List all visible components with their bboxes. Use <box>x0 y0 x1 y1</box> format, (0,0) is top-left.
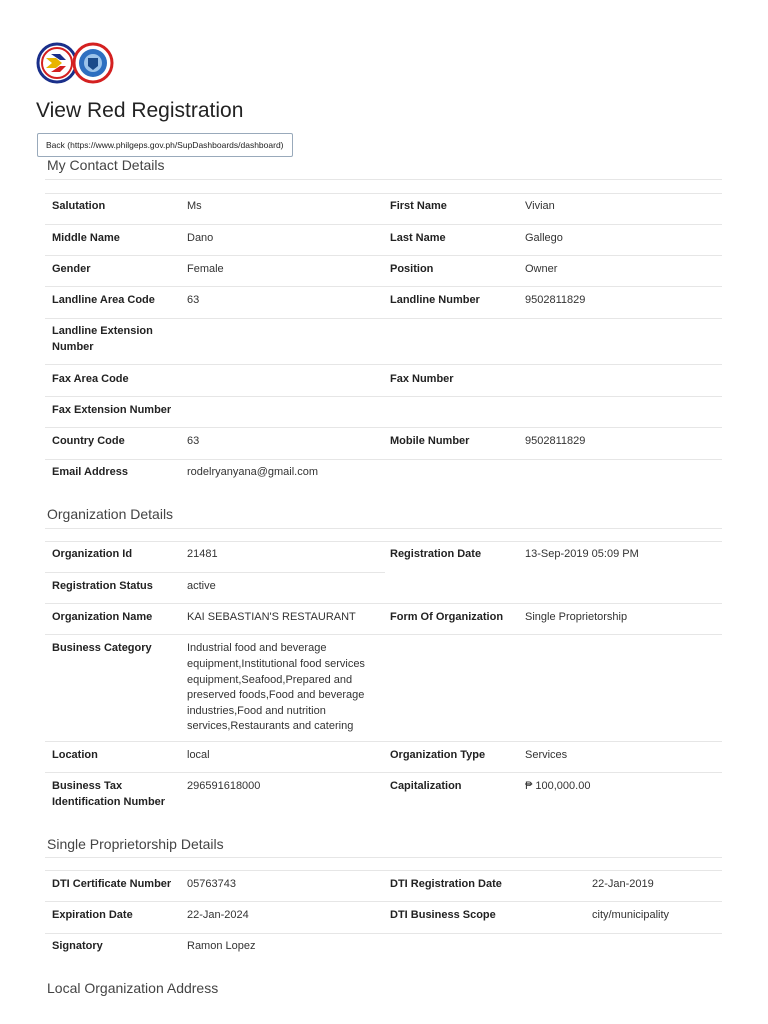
dti-certificate-value: 05763743 <box>187 878 236 890</box>
expiration-date-label: Expiration Date <box>52 909 133 921</box>
organization-section-title: Organization Details <box>47 506 174 522</box>
divider <box>45 427 722 428</box>
mobile-number-value: 9502811829 <box>525 435 586 447</box>
landline-extension-label-line2: Number <box>52 341 94 353</box>
sole-proprietorship-section-title: Single Proprietorship Details <box>47 836 224 852</box>
email-label: Email Address <box>52 466 129 478</box>
back-button[interactable]: Back (https://www.philgeps.gov.ph/SupDashboards/dashboard) <box>37 133 293 157</box>
email-value: rodelryanyana@gmail.com <box>187 466 319 478</box>
landline-extension-label: Landline Extension <box>52 325 153 337</box>
first-name-value: Vivian <box>525 200 555 212</box>
tin-label: Business Tax <box>52 780 123 792</box>
landline-area-code-label: Landline Area Code <box>52 294 155 306</box>
divider <box>45 572 385 573</box>
tin-label-line2: Identification Number <box>52 796 166 808</box>
dti-registration-date-value: 22-Jan-2019 <box>592 878 654 890</box>
business-category-label: Business Category <box>52 642 152 654</box>
agency-logos <box>36 38 116 88</box>
contact-section-title: My Contact Details <box>47 157 165 173</box>
divider <box>45 459 722 460</box>
country-code-value: 63 <box>187 435 200 447</box>
divider <box>45 318 722 319</box>
organization-id-value: 21481 <box>187 548 218 560</box>
registration-date-label: Registration Date <box>390 548 482 560</box>
first-name-label: First Name <box>390 200 447 212</box>
divider <box>45 528 722 529</box>
divider <box>45 772 722 773</box>
salutation-label: Salutation <box>52 200 106 212</box>
country-code-label: Country Code <box>52 435 125 447</box>
form-of-organization-label: Form Of Organization <box>390 611 504 623</box>
mobile-number-label: Mobile Number <box>390 435 470 447</box>
business-category-line: services,Restaurants and catering <box>187 720 354 732</box>
organization-name-label: Organization Name <box>52 611 153 623</box>
organization-type-value: Services <box>525 749 568 761</box>
divider <box>45 541 722 542</box>
divider <box>45 603 722 604</box>
philgeps-logo <box>38 44 76 82</box>
middle-name-label: Middle Name <box>52 232 120 244</box>
dti-business-scope-value: city/municipality <box>592 909 670 921</box>
gender-value: Female <box>187 263 224 275</box>
divider <box>45 933 722 934</box>
last-name-label: Last Name <box>390 232 446 244</box>
fax-number-label: Fax Number <box>390 373 454 385</box>
fax-extension-label: Fax Extension Number <box>52 404 172 416</box>
location-label: Location <box>52 749 98 761</box>
divider <box>45 255 722 256</box>
capitalization-label: Capitalization <box>390 780 462 792</box>
signatory-label: Signatory <box>52 940 103 952</box>
divider <box>45 224 722 225</box>
middle-name-value: Dano <box>187 232 214 244</box>
expiration-date-value: 22-Jan-2024 <box>187 909 249 921</box>
location-value: local <box>187 749 210 761</box>
divider <box>45 870 722 871</box>
position-value: Owner <box>525 263 558 275</box>
last-name-value: Gallego <box>525 232 563 244</box>
divider <box>45 901 722 902</box>
local-address-section-title: Local Organization Address <box>47 980 219 996</box>
procurement-seal-logo <box>74 44 112 82</box>
tin-value: 296591618000 <box>187 780 261 792</box>
dti-business-scope-label: DTI Business Scope <box>390 909 496 921</box>
form-of-organization-value: Single Proprietorship <box>525 611 628 623</box>
signatory-value: Ramon Lopez <box>187 940 256 952</box>
organization-name-value: KAI SEBASTIAN'S RESTAURANT <box>187 611 356 623</box>
divider <box>45 179 722 180</box>
divider <box>45 286 722 287</box>
divider <box>45 634 722 635</box>
page-title: View Red Registration <box>36 99 244 122</box>
capitalization-value: ₱ 100,000.00 <box>525 780 591 792</box>
business-category-line: equipment,Seafood,Prepared and <box>187 674 353 686</box>
divider <box>45 396 722 397</box>
salutation-value: Ms <box>187 200 202 212</box>
organization-type-label: Organization Type <box>390 749 486 761</box>
gender-label: Gender <box>52 263 91 275</box>
business-category-line: preserved foods,Food and beverage <box>187 689 365 701</box>
divider <box>45 741 722 742</box>
registration-date-value: 13-Sep-2019 05:09 PM <box>525 548 639 560</box>
business-category-line: equipment,Institutional food services <box>187 658 365 670</box>
registration-status-value: active <box>187 580 216 592</box>
business-category-line: industries,Food and nutrition <box>187 705 326 717</box>
fax-area-code-label: Fax Area Code <box>52 373 129 385</box>
dti-certificate-label: DTI Certificate Number <box>52 878 172 890</box>
landline-number-label: Landline Number <box>390 294 480 306</box>
divider <box>45 857 722 858</box>
organization-id-label: Organization Id <box>52 548 133 560</box>
dti-registration-date-label: DTI Registration Date <box>390 878 502 890</box>
position-label: Position <box>390 263 434 275</box>
landline-area-code-value: 63 <box>187 294 200 306</box>
registration-status-label: Registration Status <box>52 580 153 592</box>
business-category-line: Industrial food and beverage <box>187 642 327 654</box>
landline-number-value: 9502811829 <box>525 294 586 306</box>
divider <box>45 193 722 194</box>
divider <box>45 364 722 365</box>
